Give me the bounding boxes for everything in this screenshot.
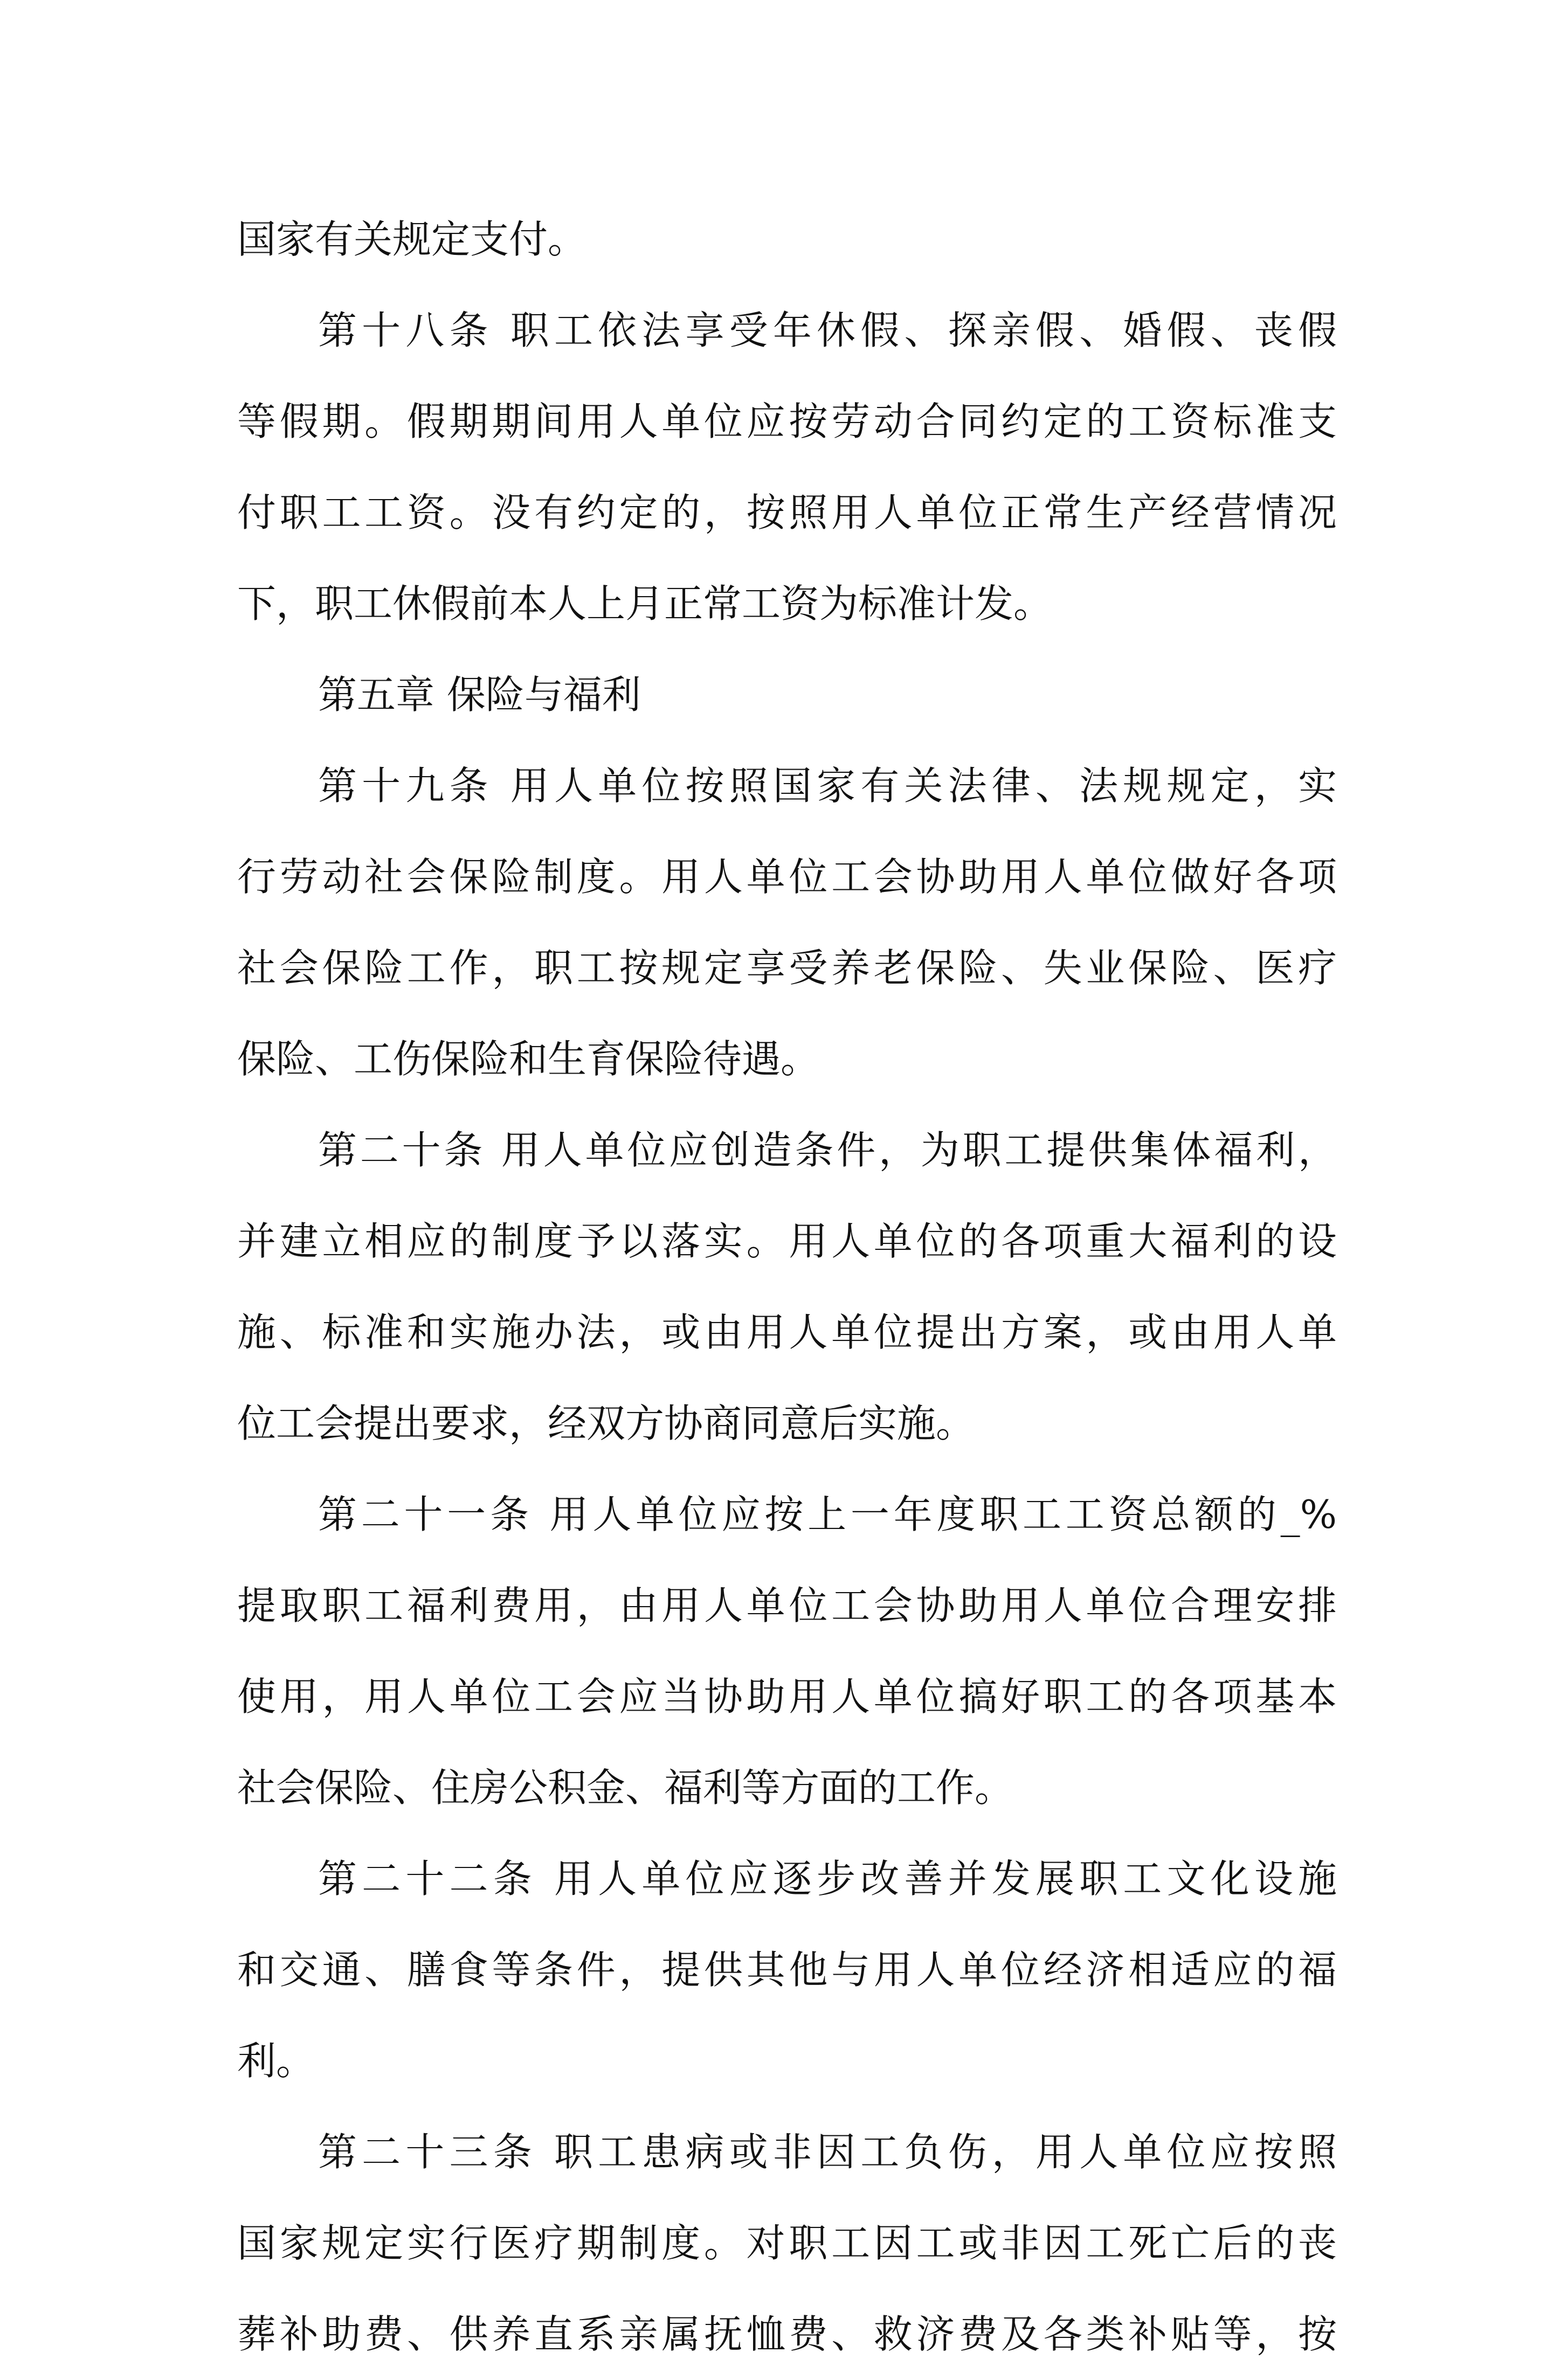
text-line: 第二十条 用人单位应创造条件，为职工提供集体福利， (318, 1127, 1337, 1173)
text-line: 社会保险工作，职工按规定享受养老保险、失业保险、医疗 (237, 945, 1337, 991)
text-line: 第二十二条 用人单位应逐步改善并发展职工文化设施 (318, 1856, 1337, 1901)
text-line: 第二十三条 职工患病或非因工负伤，用人单位应按照 (318, 2129, 1337, 2175)
text-line: 国家有关规定支付。 (237, 217, 587, 262)
text-line: 和交通、膳食等条件，提供其他与用人单位经济相适应的福 (237, 1947, 1337, 1992)
text-line: 行劳动社会保险制度。用人单位工会协助用人单位做好各项 (237, 854, 1337, 900)
text-line: 等假期。假期期间用人单位应按劳动合同约定的工资标准支 (237, 399, 1337, 444)
text-line: 位工会提出要求，经双方协商同意后实施。 (237, 1401, 975, 1446)
text-line: 利。 (237, 2038, 315, 2084)
text-line: 付职工工资。没有约定的，按照用人单位正常生产经营情况 (237, 490, 1337, 535)
document-body (237, 194, 1337, 2380)
text-line: 第十九条 用人单位按照国家有关法律、法规规定，实 (318, 763, 1337, 808)
text-line: 施、标准和实施办法，或由用人单位提出方案，或由用人单 (237, 1310, 1337, 1355)
text-line: 社会保险、住房公积金、福利等方面的工作。 (237, 1765, 1014, 1810)
text-line: 第二十一条 用人单位应按上一年度职工工资总额的_% (318, 1492, 1337, 1537)
text-line: 保险、工伤保险和生育保险待遇。 (237, 1036, 820, 1082)
text-line: 第十八条 职工依法享受年休假、探亲假、婚假、丧假 (318, 308, 1337, 353)
text-line: 并建立相应的制度予以落实。用人单位的各项重大福利的设 (237, 1219, 1337, 1264)
text-line: 国家规定实行医疗期制度。对职工因工或非因工死亡后的丧 (237, 2220, 1337, 2266)
text-line: 下，职工休假前本人上月正常工资为标准计发。 (237, 581, 1053, 626)
text-line: 提取职工福利费用，由用人单位工会协助用人单位合理安排 (237, 1583, 1337, 1628)
text-line: 葬补助费、供养直系亲属抚恤费、救济费及各类补贴等，按 (237, 2312, 1337, 2357)
text-line: 使用，用人单位工会应当协助用人单位搞好职工的各项基本 (237, 1674, 1337, 1719)
chapter-heading: 第五章 保险与福利 (318, 672, 641, 717)
